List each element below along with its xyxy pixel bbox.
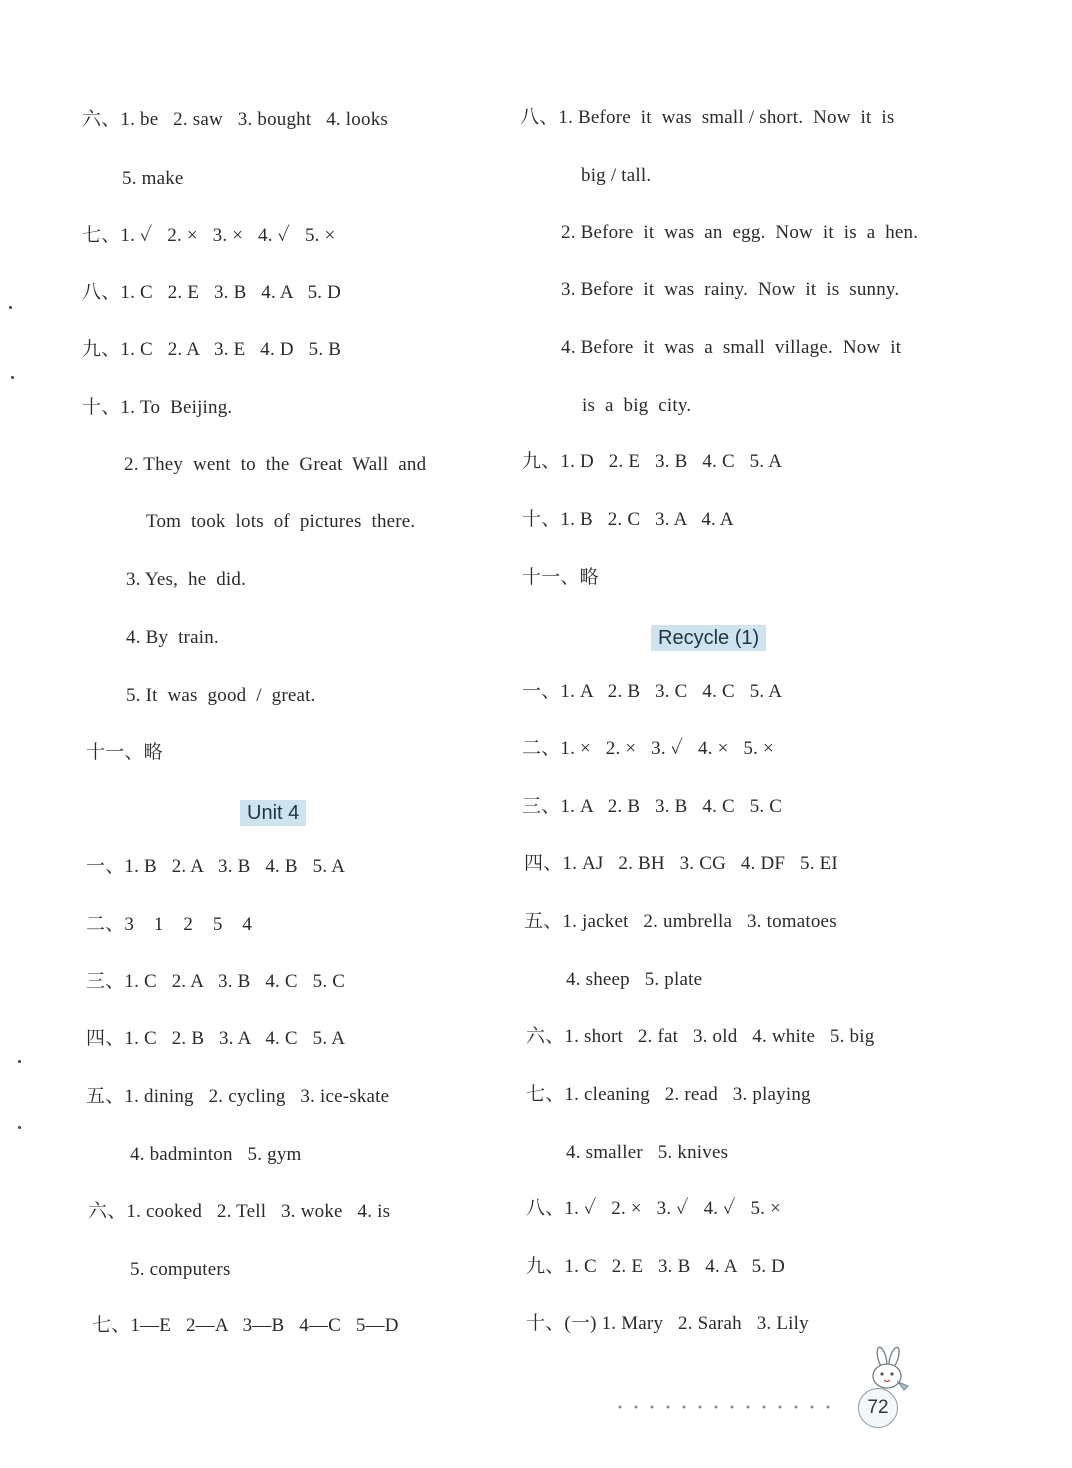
answer-line: 九、1. C 2. E 3. B 4. A 5. D (526, 1256, 786, 1277)
answer-line: 4. Before it was a small village. Now it (561, 337, 902, 358)
answer-line: 九、1. D 2. E 3. B 4. C 5. A (522, 451, 783, 472)
answer-line: 十一、略 (522, 567, 599, 588)
answer-line: 二、1. × 2. × 3. ✓ 4. × 5. × (522, 738, 774, 759)
section-heading-unit-4: Unit 4 (240, 800, 306, 826)
scan-speck (11, 376, 14, 379)
answer-line: 一、1. A 2. B 3. C 4. C 5. A (522, 681, 783, 702)
answer-line: 六、1. be 2. saw 3. bought 4. looks (82, 109, 388, 130)
answer-line: 二、3 1 2 5 4 (86, 914, 253, 935)
answer-line: 六、1. short 2. fat 3. old 4. white 5. big (526, 1026, 875, 1047)
answer-line: 4. By train. (126, 627, 219, 648)
answer-line: 4. badminton 5. gym (130, 1144, 302, 1165)
answer-line: 一、1. B 2. A 3. B 4. B 5. A (86, 856, 346, 877)
answer-line: Tom took lots of pictures there. (146, 511, 416, 532)
answer-line: 十、(一) 1. Mary 2. Sarah 3. Lily (526, 1313, 809, 1334)
answer-line: 三、1. A 2. B 3. B 4. C 5. C (522, 796, 783, 817)
rabbit-mascot-icon (860, 1346, 916, 1396)
scan-speck (18, 1060, 21, 1063)
answer-line: 五、1. jacket 2. umbrella 3. tomatoes (524, 911, 837, 932)
answer-line: 4. sheep 5. plate (566, 969, 703, 990)
scan-speck (9, 306, 12, 309)
answer-line: 七、1. cleaning 2. read 3. playing (526, 1084, 811, 1105)
answer-line: 八、1. ✓ 2. × 3. ✓ 4. ✓ 5. × (526, 1198, 781, 1219)
answer-line: 5. make (122, 168, 184, 189)
answer-line: 六、1. cooked 2. Tell 3. woke 4. is (88, 1201, 391, 1222)
answer-line: 4. smaller 5. knives (566, 1142, 729, 1163)
answer-line: 九、1. C 2. A 3. E 4. D 5. B (82, 339, 342, 360)
answer-line: 五、1. dining 2. cycling 3. ice-skate (86, 1086, 390, 1107)
answer-line: 2. Before it was an egg. Now it is a hen. (561, 222, 919, 243)
answer-line: 5. It was good / great. (126, 685, 316, 706)
answer-line: 十一、略 (86, 742, 163, 763)
answer-line: 2. They went to the Great Wall and (124, 454, 427, 475)
answer-line: 八、1. C 2. E 3. B 4. A 5. D (82, 282, 342, 303)
answer-line: 四、1. AJ 2. BH 3. CG 4. DF 5. EI (524, 853, 838, 874)
answer-line: 3. Yes, he did. (126, 569, 247, 590)
footer-dotted-line (612, 1404, 832, 1410)
answer-line: 七、1—E 2—A 3—B 4—C 5—D (92, 1315, 399, 1336)
answer-line: 八、1. Before it was small / short. Now it is (520, 107, 895, 128)
answer-line: 5. computers (130, 1259, 231, 1280)
answer-line: 十、1. To Beijing. (82, 397, 233, 418)
answer-line: is a big city. (582, 395, 692, 416)
answer-line: 十、1. B 2. C 3. A 4. A (522, 509, 734, 530)
answer-line: 3. Before it was rainy. Now it is sunny. (561, 279, 900, 300)
answer-line: big / tall. (581, 165, 652, 186)
answer-line: 四、1. C 2. B 3. A 4. C 5. A (86, 1028, 346, 1049)
section-heading-recycle-1: Recycle (1) (651, 625, 766, 651)
answer-line: 三、1. C 2. A 3. B 4. C 5. C (86, 971, 346, 992)
page-number: 72 (858, 1388, 898, 1428)
scan-speck (18, 1126, 21, 1129)
answer-line: 七、1. ✓ 2. × 3. × 4. ✓ 5. × (82, 225, 336, 246)
